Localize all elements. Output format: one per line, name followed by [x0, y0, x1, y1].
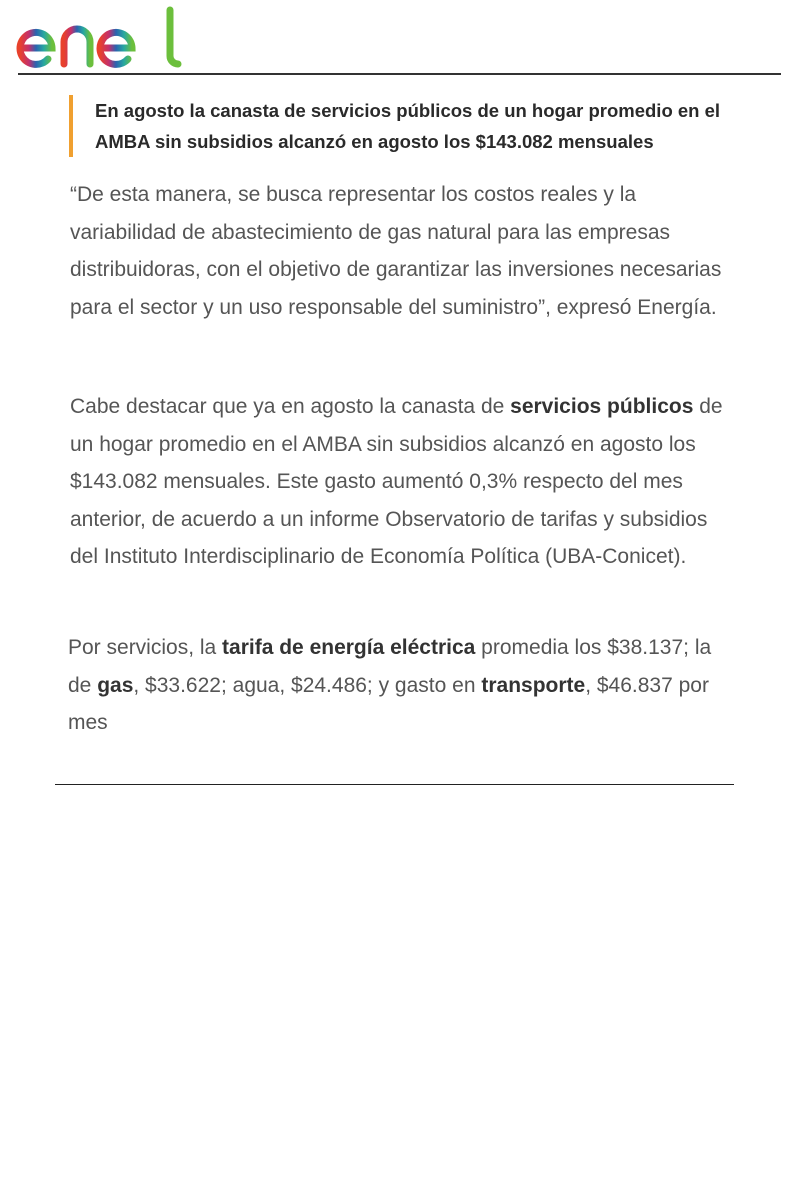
- site-header: [0, 0, 800, 76]
- header-divider: [18, 73, 781, 75]
- paragraph-quote-text: “De esta manera, se busca representar los costos reales y la variabilidad de abastecimiento de gas natural para las empresas distribuidoras, con el objetivo de garantizar las inversiones necesarias para el sector y un uso responsable del suministro”, expresó Energía.: [70, 183, 722, 319]
- enel-logo-graphic: [14, 6, 184, 72]
- bold-gas: gas: [97, 673, 134, 697]
- bold-servicios-publicos: servicios públicos: [510, 395, 694, 418]
- paragraph-basket: [70, 388, 730, 576]
- article-divider: [55, 784, 734, 785]
- paragraph-services-s4: , $46.837 por mes: [68, 673, 709, 734]
- paragraph-services: [68, 629, 728, 742]
- paragraph-services-s1: Por servicios, la: [68, 636, 223, 659]
- highlight-quote: [69, 95, 745, 157]
- paragraph-basket-after: de un hogar promedio en el AMBA sin subsidios alcanzó en agosto los $143.082 mensuales. Este gasto aumentó 0,3% respecto del mes anterior, de acuerdo a un informe Observatorio de tarifas y subsidios del Instituto Interdisciplinario de Economía Política (UBA-Conicet).: [70, 395, 723, 568]
- paragraph-quote: [70, 176, 730, 326]
- enel-logo[interactable]: [14, 6, 184, 72]
- paragraph-services-s2: promedia los $38.137; la de: [68, 636, 712, 697]
- paragraph-basket-before: Cabe destacar que ya en agosto la canasta de: [70, 395, 511, 418]
- highlight-text: En agosto la canasta de servicios públicos de un hogar promedio en el AMBA sin subsidios alcanzó en agosto los $143.082 mensuales: [95, 100, 721, 152]
- paragraph-services-s3: , $33.622; agua, $24.486; y gasto en: [133, 673, 482, 697]
- bold-tarifa-energia: tarifa de energía eléctrica: [222, 636, 476, 659]
- bold-transporte: transporte: [481, 673, 586, 697]
